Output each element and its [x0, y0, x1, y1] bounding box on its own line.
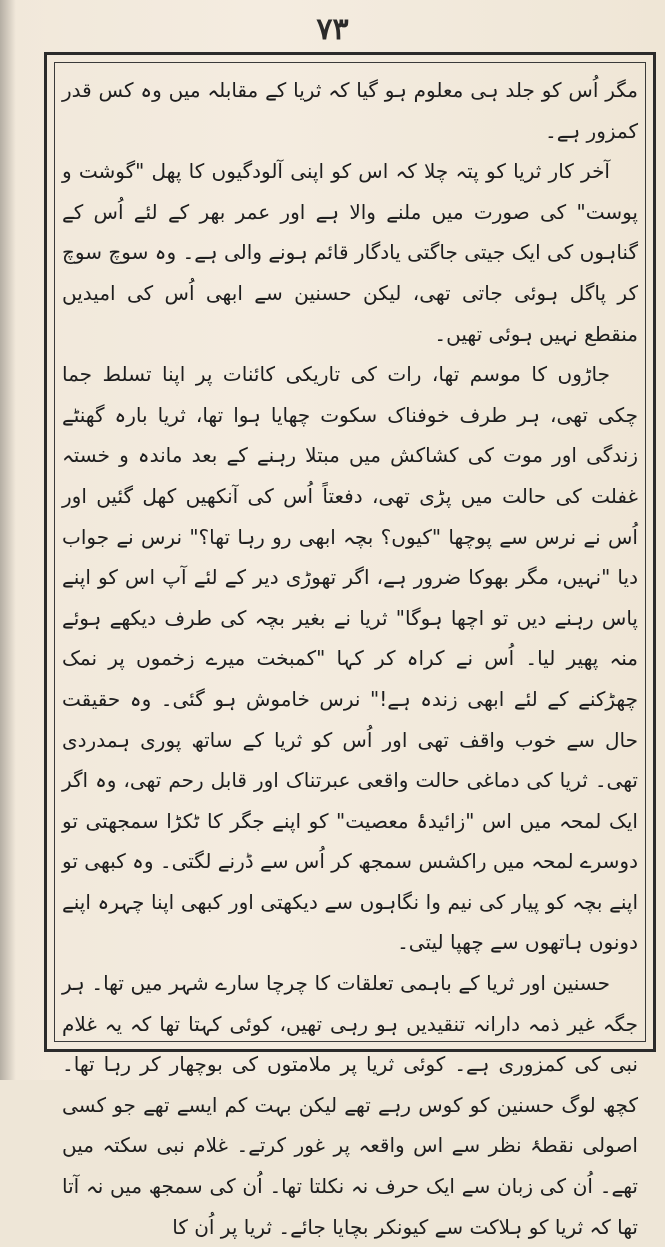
body-text [62, 70, 638, 1239]
page-number: ٧٣ [316, 12, 349, 47]
binding-shadow [0, 0, 16, 1080]
paragraph-1: مگر اُس کو جلد ہی معلوم ہو گیا کہ ثریا کے مقابلہ میں وہ کس قدر کمزور ہے۔ [62, 78, 638, 143]
paragraph-4: حسنین اور ثریا کے باہمی تعلقات کا چرچا سارے شہر میں تھا۔ ہر جگہ غیر ذمہ دارانہ تنقیدیں ہو رہی تھیں، کوئی کہتا تھا کہ یہ غلام نبی کی کمزوری ہے۔ کوئی ثریا پر ملامتوں کی بوچھار کر رہا تھا۔ کچھ لوگ حسنین کو کوس رہے تھے لیکن بہت کم ایسے تھے جو کسی اصولی نقطۂ نظر سے اس واقعہ پر غور کرتے۔ غلام نبی سکتہ میں تھے۔ اُن کی زبان سے ایک حرف نہ نکلتا تھا۔ اُن کی سمجھ میں نہ آتا تھا کہ ثریا کو ہلاکت سے کیونکر بچایا جائے۔ ثریا پر اُن کا [62, 971, 638, 1239]
paragraph-2: آخر کار ثریا کو پتہ چلا کہ اس کو اپنی آلودگیوں کا پھل "گوشت و پوست" کی صورت میں ملنے والا ہے اور عمر بھر کے لئے اُس کے گناہوں کی ایک جیتی جاگتی یادگار قائم ہونے والی ہے۔ وہ سوچ سوچ کر پاگل ہوئی جاتی تھی، لیکن حسنین سے ابھی اُس کی امیدیں منقطع نہیں ہوئی تھیں۔ [62, 159, 638, 346]
paragraph-3: جاڑوں کا موسم تھا، رات کی تاریکی کائنات پر اپنا تسلط جما چکی تھی، ہر طرف خوفناک سکوت چھایا ہوا تھا، ثریا بارہ گھنٹے زندگی اور موت کی کشاکش میں مبتلا رہنے کے بعد ماندہ و خستہ غفلت کی حالت میں پڑی تھی، دفعتاً اُس کی آنکھیں کھل گئیں اور اُس نے نرس سے پوچھا "کیوں؟ بچہ ابھی رو رہا تھا؟" نرس نے جواب دیا "نہیں، مگر بھوکا ضرور ہے، اگر تھوڑی دیر کے لئے آپ اس کو اپنے پاس رہنے دیں تو اچھا ہوگا" ثریا نے بغیر بچہ کی طرف دیکھے ہوئے منہ پھیر لیا۔ اُس نے کراہ کر کہا "کمبخت میرے زخموں پر نمک چھڑکنے کے لئے ابھی زندہ ہے!" نرس خاموش ہو گئی۔ وہ حقیقت حال سے خوب واقف تھی اور اُس کو ثریا کے ساتھ پوری ہمدردی تھی۔ ثریا کی دماغی حالت واقعی عبرتناک اور قابل رحم تھی، وہ اگر ایک لمحہ میں اس "زائیدۂ معصیت" کو اپنے جگر کا ٹکڑا سمجھتی تو دوسرے لمحہ میں راکشس سمجھ کر اُس سے ڈرنے لگتی۔ وہ کبھی تو اپنے بچہ کو پیار کی نیم وا نگاہوں سے دیکھتی اور کبھی اپنا چہرہ اپنے دونوں ہاتھوں سے چھپا لیتی۔ [62, 362, 638, 955]
